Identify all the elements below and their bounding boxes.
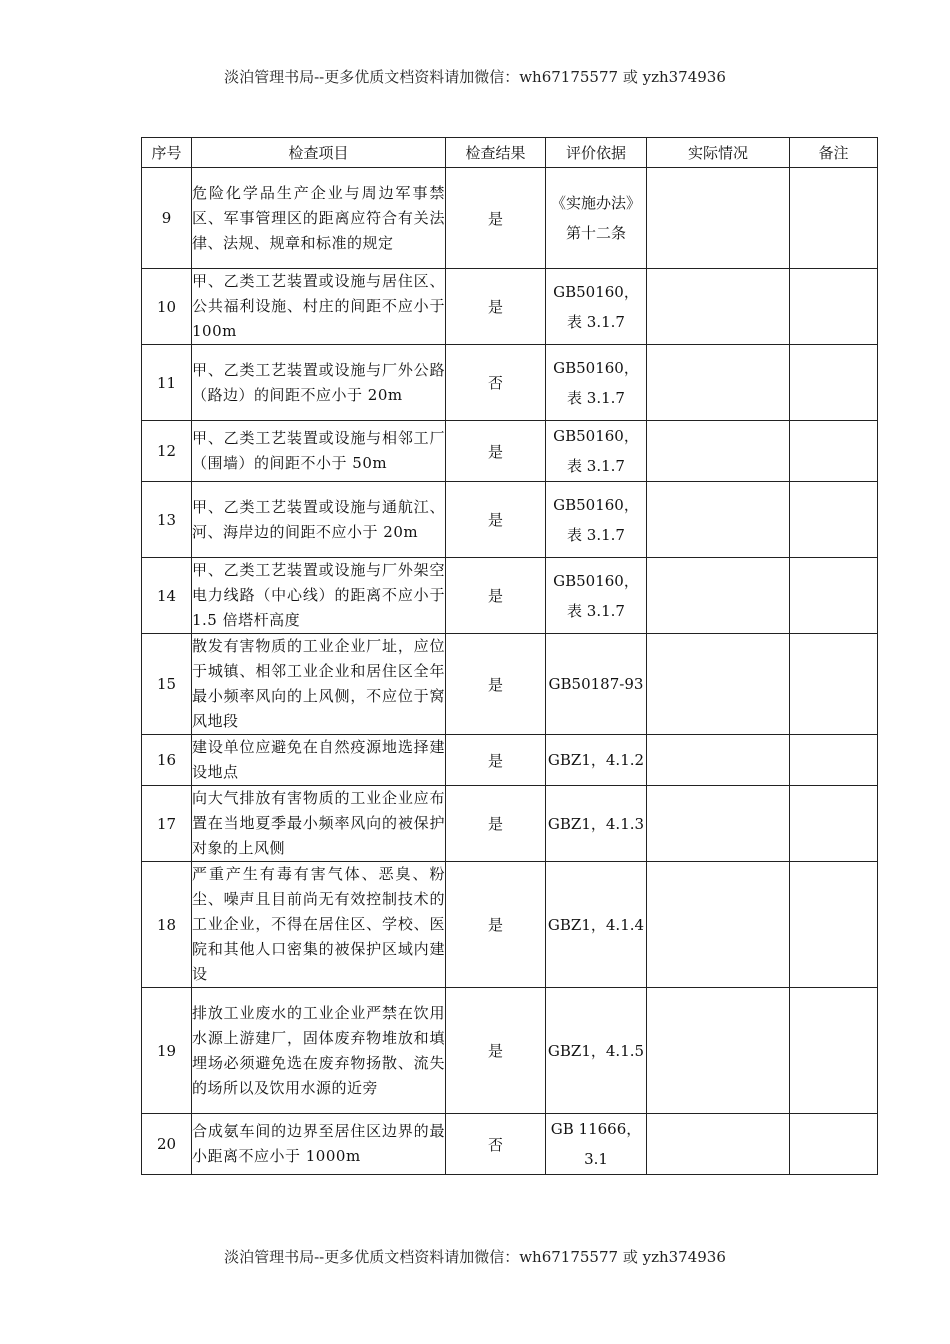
table-row bbox=[142, 482, 878, 558]
row-result: 是 bbox=[446, 558, 546, 634]
row-actual bbox=[647, 168, 790, 269]
row-note bbox=[790, 735, 878, 786]
row-note bbox=[790, 1114, 878, 1175]
row-basis: 《实施办法》第十二条 bbox=[546, 168, 647, 269]
row-number: 14 bbox=[142, 558, 192, 634]
row-note bbox=[790, 482, 878, 558]
row-actual bbox=[647, 786, 790, 862]
row-result: 否 bbox=[446, 1114, 546, 1175]
row-result: 是 bbox=[446, 735, 546, 786]
row-note bbox=[790, 421, 878, 482]
row-actual bbox=[647, 1114, 790, 1175]
table-row bbox=[142, 988, 878, 1114]
page-footer: 淡泊管理书局--更多优质文档资料请加微信：wh67175577 或 yzh374936 bbox=[224, 1248, 726, 1266]
table-row bbox=[142, 558, 878, 634]
row-item: 严重产生有毒有害气体、恶臭、粉尘、噪声且目前尚无有效控制技术的工业企业，不得在居住区、学校、医院和其他人口密集的被保护区域内建设 bbox=[192, 862, 446, 988]
row-result: 是 bbox=[446, 988, 546, 1114]
table-row bbox=[142, 1114, 878, 1175]
column-header-basis: 评价依据 bbox=[546, 138, 647, 168]
row-note bbox=[790, 862, 878, 988]
row-item: 危险化学品生产企业与周边军事禁区、军事管理区的距离应符合有关法律、法规、规章和标准的规定 bbox=[192, 168, 446, 269]
row-number: 18 bbox=[142, 862, 192, 988]
row-result: 是 bbox=[446, 421, 546, 482]
column-header-no: 序号 bbox=[142, 138, 192, 168]
inspection-table bbox=[141, 137, 878, 1175]
row-basis: GBZ1，4.1.3 bbox=[546, 786, 647, 862]
table-row bbox=[142, 735, 878, 786]
row-basis: GB 11666，3.1 bbox=[546, 1114, 647, 1175]
row-result: 是 bbox=[446, 168, 546, 269]
table-row bbox=[142, 168, 878, 269]
row-actual bbox=[647, 421, 790, 482]
row-actual bbox=[647, 269, 790, 345]
row-basis: GB50160，表 3.1.7 bbox=[546, 482, 647, 558]
row-actual bbox=[647, 634, 790, 735]
row-basis: GB50160，表 3.1.7 bbox=[546, 269, 647, 345]
row-note bbox=[790, 168, 878, 269]
row-number: 9 bbox=[142, 168, 192, 269]
column-header-result: 检查结果 bbox=[446, 138, 546, 168]
row-basis: GBZ1，4.1.5 bbox=[546, 988, 647, 1114]
row-note bbox=[790, 988, 878, 1114]
row-note bbox=[790, 634, 878, 735]
column-header-actual: 实际情况 bbox=[647, 138, 790, 168]
row-number: 20 bbox=[142, 1114, 192, 1175]
row-actual bbox=[647, 345, 790, 421]
row-number: 16 bbox=[142, 735, 192, 786]
row-result: 是 bbox=[446, 269, 546, 345]
table-row bbox=[142, 421, 878, 482]
row-item: 甲、乙类工艺装置或设施与厂外公路（路边）的间距不应小于 20m bbox=[192, 345, 446, 421]
row-result: 是 bbox=[446, 482, 546, 558]
row-basis: GB50187-93 bbox=[546, 634, 647, 735]
row-item: 甲、乙类工艺装置或设施与相邻工厂（围墙）的间距不小于 50m bbox=[192, 421, 446, 482]
row-item: 排放工业废水的工业企业严禁在饮用水源上游建厂，固体废弃物堆放和填埋场必须避免选在废弃物扬散、流失的场所以及饮用水源的近旁 bbox=[192, 988, 446, 1114]
table-row bbox=[142, 634, 878, 735]
row-item: 甲、乙类工艺装置或设施与居住区、公共福利设施、村庄的间距不应小于 100m bbox=[192, 269, 446, 345]
row-item: 甲、乙类工艺装置或设施与通航江、河、海岸边的间距不应小于 20m bbox=[192, 482, 446, 558]
row-actual bbox=[647, 988, 790, 1114]
table-row bbox=[142, 269, 878, 345]
row-item: 合成氨车间的边界至居住区边界的最小距离不应小于 1000m bbox=[192, 1114, 446, 1175]
table-row bbox=[142, 345, 878, 421]
row-number: 13 bbox=[142, 482, 192, 558]
row-result: 否 bbox=[446, 345, 546, 421]
row-item: 甲、乙类工艺装置或设施与厂外架空电力线路（中心线）的距离不应小于 1.5 倍塔杆高度 bbox=[192, 558, 446, 634]
row-number: 17 bbox=[142, 786, 192, 862]
row-actual bbox=[647, 735, 790, 786]
row-result: 是 bbox=[446, 634, 546, 735]
row-note bbox=[790, 786, 878, 862]
column-header-item: 检查项目 bbox=[192, 138, 446, 168]
row-result: 是 bbox=[446, 786, 546, 862]
row-actual bbox=[647, 862, 790, 988]
table-row bbox=[142, 862, 878, 988]
row-note bbox=[790, 558, 878, 634]
table-header-row bbox=[142, 138, 878, 168]
row-basis: GB50160，表 3.1.7 bbox=[546, 558, 647, 634]
row-actual bbox=[647, 558, 790, 634]
row-number: 15 bbox=[142, 634, 192, 735]
row-item: 散发有害物质的工业企业厂址，应位于城镇、相邻工业企业和居住区全年最小频率风向的上风侧，不应位于窝风地段 bbox=[192, 634, 446, 735]
row-number: 11 bbox=[142, 345, 192, 421]
row-basis: GB50160，表 3.1.7 bbox=[546, 421, 647, 482]
row-item: 向大气排放有害物质的工业企业应布置在当地夏季最小频率风向的被保护对象的上风侧 bbox=[192, 786, 446, 862]
row-number: 19 bbox=[142, 988, 192, 1114]
row-result: 是 bbox=[446, 862, 546, 988]
row-actual bbox=[647, 482, 790, 558]
row-number: 12 bbox=[142, 421, 192, 482]
row-item: 建设单位应避免在自然疫源地选择建设地点 bbox=[192, 735, 446, 786]
row-basis: GBZ1，4.1.2 bbox=[546, 735, 647, 786]
row-note bbox=[790, 345, 878, 421]
row-basis: GB50160，表 3.1.7 bbox=[546, 345, 647, 421]
row-note bbox=[790, 269, 878, 345]
row-number: 10 bbox=[142, 269, 192, 345]
row-basis: GBZ1，4.1.4 bbox=[546, 862, 647, 988]
column-header-note: 备注 bbox=[790, 138, 878, 168]
table-row bbox=[142, 786, 878, 862]
page-header: 淡泊管理书局--更多优质文档资料请加微信：wh67175577 或 yzh374936 bbox=[224, 68, 726, 86]
